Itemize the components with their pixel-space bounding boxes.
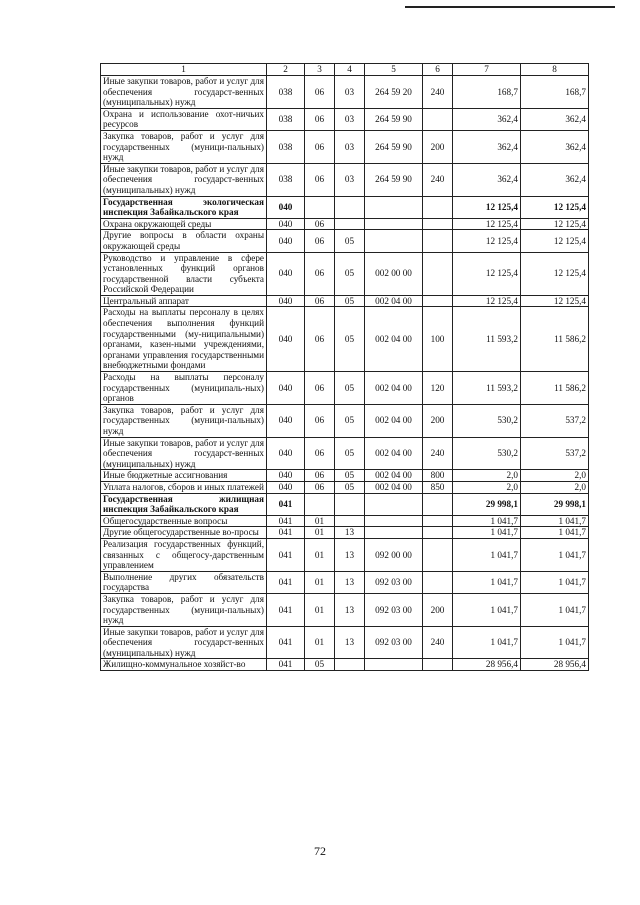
subsection-code xyxy=(335,515,365,527)
target-article-code xyxy=(365,493,423,515)
row-name: Иные закупки товаров, работ и услуг для обеспечения государст-венных (муниципальных) нужд xyxy=(101,437,267,470)
row-name: Уплата налогов, сборов и иных платежей xyxy=(101,481,267,493)
amount-col-8: 11 586,2 xyxy=(521,372,589,405)
expense-type-code xyxy=(423,659,453,671)
table-row xyxy=(101,593,589,626)
table-row xyxy=(101,481,589,493)
target-article-code xyxy=(365,659,423,671)
target-article-code xyxy=(365,527,423,539)
amount-col-7: 12 125,4 xyxy=(453,230,521,252)
ministry-code: 040 xyxy=(267,470,305,482)
row-name: Охрана и использование охот-ничьих ресурсов xyxy=(101,108,267,130)
target-article-code: 002 04 00 xyxy=(365,295,423,307)
table-row xyxy=(101,626,589,659)
row-name: Выполнение других обязательств государства xyxy=(101,571,267,593)
section-code: 06 xyxy=(305,470,335,482)
amount-col-7: 362,4 xyxy=(453,108,521,130)
amount-col-7: 530,2 xyxy=(453,404,521,437)
row-name: Центральный аппарат xyxy=(101,295,267,307)
amount-col-8: 537,2 xyxy=(521,437,589,470)
expense-type-code: 120 xyxy=(423,372,453,405)
expense-type-code xyxy=(423,538,453,571)
subsection-code: 13 xyxy=(335,538,365,571)
column-number: 5 xyxy=(365,64,423,76)
subsection-code: 03 xyxy=(335,130,365,163)
subsection-code: 05 xyxy=(335,230,365,252)
section-code: 06 xyxy=(305,130,335,163)
subsection-code: 05 xyxy=(335,481,365,493)
section-code: 01 xyxy=(305,527,335,539)
target-article-code: 002 04 00 xyxy=(365,437,423,470)
table-row xyxy=(101,527,589,539)
expense-type-code: 240 xyxy=(423,163,453,196)
header-rule xyxy=(405,6,615,8)
ministry-code: 038 xyxy=(267,130,305,163)
table-row xyxy=(101,538,589,571)
ministry-code: 040 xyxy=(267,437,305,470)
table-row xyxy=(101,295,589,307)
section-code: 06 xyxy=(305,163,335,196)
target-article-code: 002 04 00 xyxy=(365,372,423,405)
amount-col-8: 12 125,4 xyxy=(521,230,589,252)
subsection-code: 05 xyxy=(335,307,365,372)
expense-type-code: 100 xyxy=(423,307,453,372)
section-code: 06 xyxy=(305,230,335,252)
section-code: 06 xyxy=(305,295,335,307)
table-row xyxy=(101,230,589,252)
amount-col-7: 2,0 xyxy=(453,470,521,482)
table-row xyxy=(101,515,589,527)
target-article-code: 092 03 00 xyxy=(365,571,423,593)
section-code: 01 xyxy=(305,626,335,659)
amount-col-7: 28 956,4 xyxy=(453,659,521,671)
subsection-code xyxy=(335,659,365,671)
expense-type-code: 200 xyxy=(423,593,453,626)
target-article-code: 092 03 00 xyxy=(365,626,423,659)
ministry-code: 040 xyxy=(267,196,305,218)
section-code: 01 xyxy=(305,571,335,593)
amount-col-8: 362,4 xyxy=(521,163,589,196)
amount-col-7: 1 041,7 xyxy=(453,593,521,626)
table-row xyxy=(101,108,589,130)
ministry-code: 040 xyxy=(267,295,305,307)
target-article-code: 264 59 90 xyxy=(365,163,423,196)
table-row xyxy=(101,252,589,295)
amount-col-7: 168,7 xyxy=(453,76,521,109)
target-article-code: 092 03 00 xyxy=(365,593,423,626)
ministry-code: 040 xyxy=(267,252,305,295)
expense-type-code xyxy=(423,218,453,230)
table-row xyxy=(101,76,589,109)
table-row xyxy=(101,659,589,671)
expense-type-code xyxy=(423,527,453,539)
subsection-code: 03 xyxy=(335,76,365,109)
ministry-code: 041 xyxy=(267,493,305,515)
expense-type-code: 800 xyxy=(423,470,453,482)
amount-col-8: 2,0 xyxy=(521,470,589,482)
target-article-code: 264 59 90 xyxy=(365,108,423,130)
amount-col-8: 11 586,2 xyxy=(521,307,589,372)
row-name: Иные закупки товаров, работ и услуг для обеспечения государст-венных (муниципальных) нужд xyxy=(101,76,267,109)
table-row xyxy=(101,493,589,515)
expense-type-code: 240 xyxy=(423,437,453,470)
ministry-code: 041 xyxy=(267,626,305,659)
section-code xyxy=(305,493,335,515)
expense-type-code xyxy=(423,108,453,130)
amount-col-7: 11 593,2 xyxy=(453,307,521,372)
row-name: Расходы на выплаты персоналу в целях обеспечения выполнения функций государственными (му-ниципальными) органами, казен-ными учреждениями, органами управления государственными внебюджетными фондами xyxy=(101,307,267,372)
row-name: Государственная экологическая инспекция Забайкальского края xyxy=(101,196,267,218)
ministry-code: 040 xyxy=(267,372,305,405)
ministry-code: 038 xyxy=(267,108,305,130)
row-name: Охрана окружающей среды xyxy=(101,218,267,230)
ministry-code: 041 xyxy=(267,538,305,571)
ministry-code: 040 xyxy=(267,404,305,437)
amount-col-8: 2,0 xyxy=(521,481,589,493)
expense-type-code xyxy=(423,571,453,593)
subsection-code: 05 xyxy=(335,252,365,295)
column-number: 3 xyxy=(305,64,335,76)
table-row xyxy=(101,163,589,196)
amount-col-7: 12 125,4 xyxy=(453,252,521,295)
subsection-code: 13 xyxy=(335,571,365,593)
table-row xyxy=(101,372,589,405)
subsection-code: 13 xyxy=(335,527,365,539)
amount-col-8: 12 125,4 xyxy=(521,196,589,218)
row-name: Реализация государственных функций, связанных с общегосу-дарственным управлением xyxy=(101,538,267,571)
subsection-code: 03 xyxy=(335,163,365,196)
target-article-code xyxy=(365,230,423,252)
row-name: Закупка товаров, работ и услуг для государственных (муници-пальных) нужд xyxy=(101,593,267,626)
expense-type-code xyxy=(423,493,453,515)
subsection-code xyxy=(335,218,365,230)
ministry-code: 038 xyxy=(267,163,305,196)
amount-col-7: 1 041,7 xyxy=(453,538,521,571)
subsection-code: 05 xyxy=(335,470,365,482)
row-name: Закупка товаров, работ и услуг для государственных (муници-пальных) нужд xyxy=(101,404,267,437)
section-code: 06 xyxy=(305,372,335,405)
amount-col-7: 1 041,7 xyxy=(453,571,521,593)
amount-col-8: 362,4 xyxy=(521,130,589,163)
expense-type-code: 850 xyxy=(423,481,453,493)
target-article-code: 002 04 00 xyxy=(365,404,423,437)
target-article-code: 002 04 00 xyxy=(365,307,423,372)
section-code: 06 xyxy=(305,108,335,130)
table-row xyxy=(101,218,589,230)
ministry-code: 041 xyxy=(267,527,305,539)
amount-col-8: 1 041,7 xyxy=(521,527,589,539)
target-article-code: 002 00 00 xyxy=(365,252,423,295)
subsection-code: 05 xyxy=(335,372,365,405)
ministry-code: 041 xyxy=(267,659,305,671)
ministry-code: 040 xyxy=(267,218,305,230)
target-article-code: 092 00 00 xyxy=(365,538,423,571)
section-code: 06 xyxy=(305,404,335,437)
amount-col-7: 2,0 xyxy=(453,481,521,493)
amount-col-8: 12 125,4 xyxy=(521,218,589,230)
page-number: 72 xyxy=(314,844,326,858)
subsection-code: 05 xyxy=(335,295,365,307)
expense-type-code xyxy=(423,252,453,295)
expense-type-code xyxy=(423,196,453,218)
section-code: 06 xyxy=(305,218,335,230)
ministry-code: 040 xyxy=(267,481,305,493)
row-name: Жилищно-коммунальное хозяйст-во xyxy=(101,659,267,671)
amount-col-8: 12 125,4 xyxy=(521,252,589,295)
row-name: Иные бюджетные ассигнования xyxy=(101,470,267,482)
row-name: Руководство и управление в сфере установленных функций органов государственной власти субъекта Российской Федерации xyxy=(101,252,267,295)
amount-col-7: 29 998,1 xyxy=(453,493,521,515)
amount-col-7: 12 125,4 xyxy=(453,218,521,230)
target-article-code xyxy=(365,515,423,527)
column-number: 6 xyxy=(423,64,453,76)
row-name: Закупка товаров, работ и услуг для государственных (муници-пальных) нужд xyxy=(101,130,267,163)
table-row xyxy=(101,307,589,372)
amount-col-7: 1 041,7 xyxy=(453,626,521,659)
section-code: 01 xyxy=(305,593,335,626)
amount-col-7: 1 041,7 xyxy=(453,527,521,539)
expense-type-code: 240 xyxy=(423,76,453,109)
amount-col-8: 1 041,7 xyxy=(521,538,589,571)
target-article-code: 264 59 90 xyxy=(365,130,423,163)
row-name: Другие вопросы в области охраны окружающей среды xyxy=(101,230,267,252)
row-name: Иные закупки товаров, работ и услуг для обеспечения государст-венных (муниципальных) нужд xyxy=(101,626,267,659)
subsection-code xyxy=(335,493,365,515)
expense-type-code xyxy=(423,230,453,252)
amount-col-8: 29 998,1 xyxy=(521,493,589,515)
subsection-code xyxy=(335,196,365,218)
section-code: 06 xyxy=(305,76,335,109)
section-code: 06 xyxy=(305,307,335,372)
amount-col-8: 1 041,7 xyxy=(521,571,589,593)
table-row xyxy=(101,196,589,218)
section-code: 01 xyxy=(305,538,335,571)
amount-col-8: 1 041,7 xyxy=(521,593,589,626)
amount-col-7: 530,2 xyxy=(453,437,521,470)
ministry-code: 038 xyxy=(267,76,305,109)
column-number: 8 xyxy=(521,64,589,76)
expense-type-code xyxy=(423,515,453,527)
section-code: 06 xyxy=(305,252,335,295)
expense-type-code: 200 xyxy=(423,130,453,163)
table-row xyxy=(101,470,589,482)
ministry-code: 041 xyxy=(267,515,305,527)
target-article-code: 002 04 00 xyxy=(365,470,423,482)
target-article-code xyxy=(365,196,423,218)
row-name: Другие общегосударственные во-просы xyxy=(101,527,267,539)
amount-col-7: 1 041,7 xyxy=(453,515,521,527)
section-code: 06 xyxy=(305,481,335,493)
table-header-row xyxy=(101,64,589,76)
ministry-code: 040 xyxy=(267,307,305,372)
row-name: Расходы на выплаты персоналу государственных (муниципаль-ных) органов xyxy=(101,372,267,405)
row-name: Иные закупки товаров, работ и услуг для обеспечения государст-венных (муниципальных) нужд xyxy=(101,163,267,196)
row-name: Государственная жилищная инспекция Забайкальского края xyxy=(101,493,267,515)
target-article-code: 002 04 00 xyxy=(365,481,423,493)
column-number: 4 xyxy=(335,64,365,76)
column-number: 2 xyxy=(267,64,305,76)
table-row xyxy=(101,130,589,163)
amount-col-8: 12 125,4 xyxy=(521,295,589,307)
column-number: 7 xyxy=(453,64,521,76)
subsection-code: 03 xyxy=(335,108,365,130)
expense-type-code: 240 xyxy=(423,626,453,659)
expense-type-code: 200 xyxy=(423,404,453,437)
table-row xyxy=(101,571,589,593)
subsection-code: 05 xyxy=(335,404,365,437)
subsection-code: 05 xyxy=(335,437,365,470)
ministry-code: 041 xyxy=(267,571,305,593)
column-number: 1 xyxy=(101,64,267,76)
amount-col-8: 28 956,4 xyxy=(521,659,589,671)
amount-col-7: 11 593,2 xyxy=(453,372,521,405)
section-code: 01 xyxy=(305,515,335,527)
table-row xyxy=(101,404,589,437)
amount-col-8: 1 041,7 xyxy=(521,515,589,527)
amount-col-7: 12 125,4 xyxy=(453,295,521,307)
amount-col-7: 12 125,4 xyxy=(453,196,521,218)
subsection-code: 13 xyxy=(335,593,365,626)
amount-col-8: 362,4 xyxy=(521,108,589,130)
ministry-code: 041 xyxy=(267,593,305,626)
amount-col-7: 362,4 xyxy=(453,130,521,163)
amount-col-8: 537,2 xyxy=(521,404,589,437)
section-code xyxy=(305,196,335,218)
budget-table xyxy=(100,63,589,671)
ministry-code: 040 xyxy=(267,230,305,252)
section-code: 05 xyxy=(305,659,335,671)
target-article-code xyxy=(365,218,423,230)
table-row xyxy=(101,437,589,470)
row-name: Общегосударственные вопросы xyxy=(101,515,267,527)
expense-type-code xyxy=(423,295,453,307)
subsection-code: 13 xyxy=(335,626,365,659)
section-code: 06 xyxy=(305,437,335,470)
amount-col-7: 362,4 xyxy=(453,163,521,196)
amount-col-8: 168,7 xyxy=(521,76,589,109)
target-article-code: 264 59 20 xyxy=(365,76,423,109)
amount-col-8: 1 041,7 xyxy=(521,626,589,659)
